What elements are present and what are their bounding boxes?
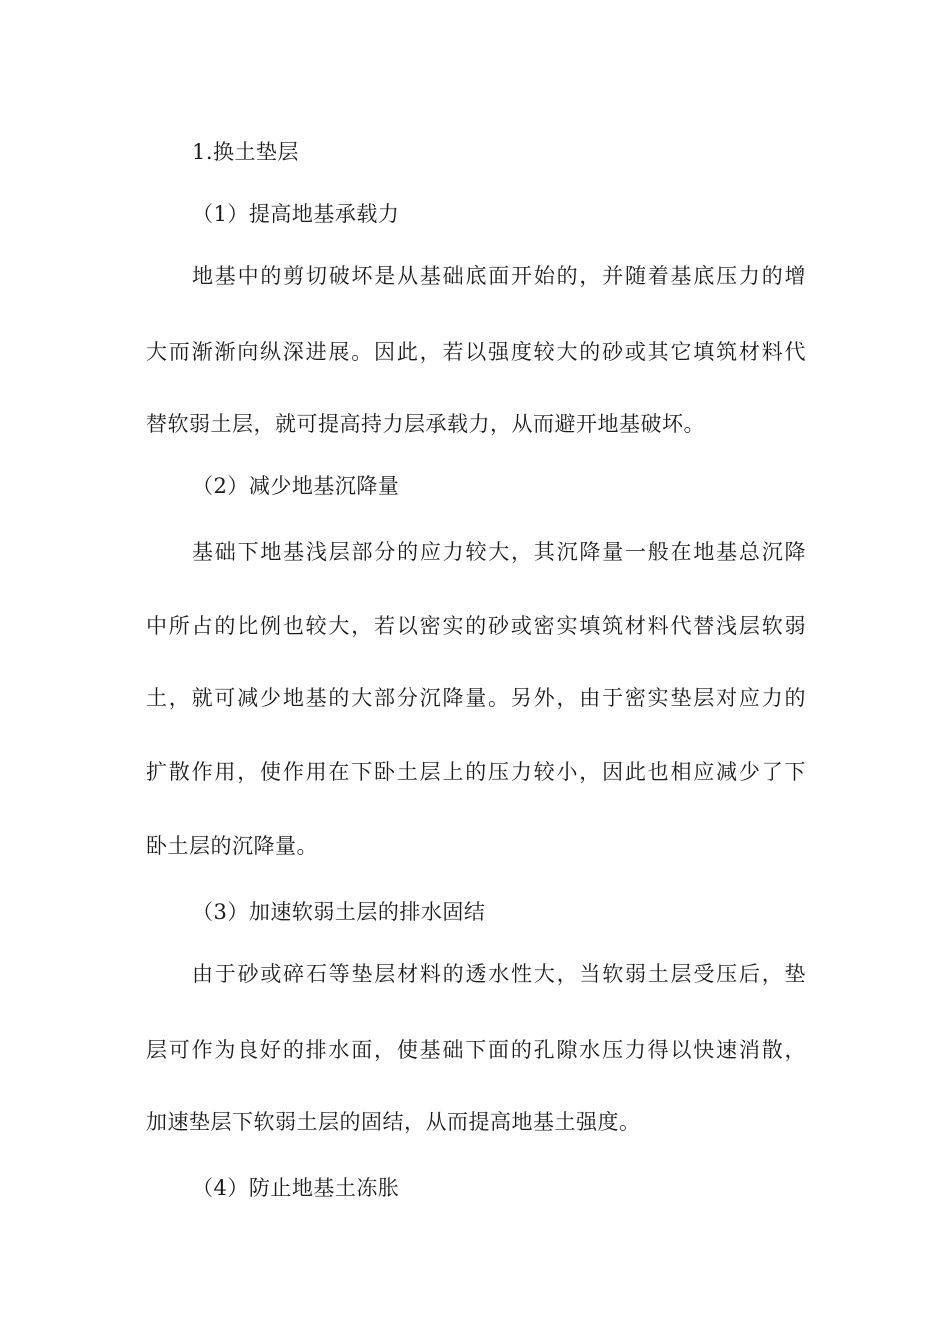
paragraph-line: 地基中的剪切破坏是从基础底面开始的，并随着基底压力的增 — [192, 264, 806, 288]
paragraph-line: 扩散作用，使作用在下卧土层上的压力较小，因此也相应减少了下 — [146, 760, 806, 784]
paragraph-line: 卧土层的沉降量。 — [146, 834, 318, 858]
paragraph-line: 中所占的比例也较大，若以密实的砂或密实填筑材料代替浅层软弱 — [146, 614, 806, 638]
paragraph-line: 基础下地基浅层部分的应力较大，其沉降量一般在地基总沉降 — [192, 540, 806, 564]
paragraph-line: 替软弱土层，就可提高持力层承载力，从而避开地基破坏。 — [146, 412, 705, 436]
subsection-heading-2: （2）减少地基沉降量 — [192, 474, 400, 498]
section-title: 1.换土垫层 — [192, 140, 300, 164]
paragraph-line: 层可作为良好的排水面，使基础下面的孔隙水压力得以快速消散， — [146, 1038, 806, 1062]
paragraph-line: 加速垫层下软弱土层的固结，从而提高地基土强度。 — [146, 1110, 641, 1134]
paragraph-line: 大而渐渐向纵深进展。因此，若以强度较大的砂或其它填筑材料代 — [146, 340, 806, 364]
subsection-heading-4: （4）防止地基土冻胀 — [192, 1176, 400, 1200]
paragraph-line: 土，就可减少地基的大部分沉降量。另外，由于密实垫层对应力的 — [146, 686, 806, 710]
paragraph-line: 由于砂或碎石等垫层材料的透水性大，当软弱土层受压后，垫 — [192, 962, 806, 986]
subsection-heading-1: （1）提高地基承载力 — [192, 202, 400, 226]
subsection-heading-3: （3）加速软弱土层的排水固结 — [192, 900, 486, 924]
